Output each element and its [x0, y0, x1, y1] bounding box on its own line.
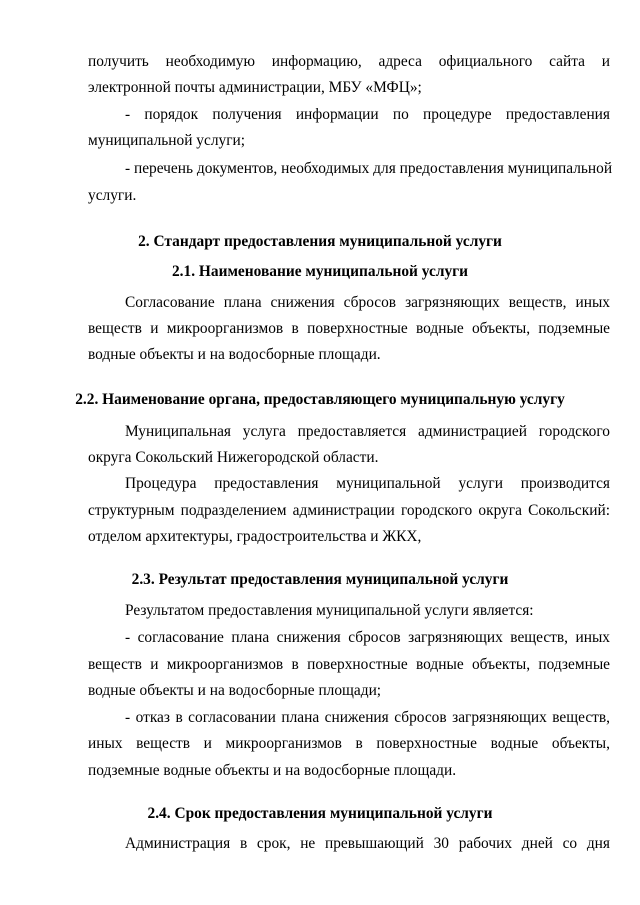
paragraph-line: Процедура предоставления муниципальной услуги производится — [125, 475, 610, 492]
paragraph-line: муниципальной услуги; — [88, 132, 246, 149]
subsection-heading: 2.2. Наименование органа, предоставляющего муниципальную услугу — [75, 391, 565, 408]
subsection-heading: 2.4. Срок предоставления муниципальной услуги — [147, 805, 493, 822]
paragraph-line: Муниципальная услуга предоставляется администрацией городского — [125, 423, 610, 440]
paragraph-line: веществ и микроорганизмов в поверхностные водные объекты, подземные — [88, 320, 610, 337]
paragraph-line: Администрация в срок, не превышающий 30 рабочих дней со дня — [125, 835, 610, 852]
paragraph-line: водные объекты и на водосборные площади; — [88, 682, 382, 699]
paragraph-line: округа Сокольский Нижегородской области. — [88, 449, 379, 466]
paragraph-line: Результатом предоставления муниципальной услуги является: — [125, 602, 534, 619]
paragraph-line: иных веществ и микроорганизмов в поверхностные водные объекты, — [88, 735, 610, 752]
paragraph-line: электронной почты администрации, МБУ «МФЦ»; — [88, 79, 422, 96]
paragraph-line: отделом архитектуры, градостроительства и ЖКХ, — [88, 528, 422, 545]
paragraph-line: - отказ в согласовании плана снижения сбросов загрязняющих веществ, — [125, 709, 610, 726]
paragraph-line: - согласование плана снижения сбросов загрязняющих веществ, иных — [125, 629, 610, 646]
paragraph-line: получить необходимую информацию, адреса официального сайта и — [88, 53, 610, 70]
paragraph-line: услуги. — [88, 187, 137, 204]
section-heading: 2. Стандарт предоставления муниципальной услуги — [138, 233, 502, 250]
paragraph-line: подземные водные объекты и на водосборные площади. — [88, 762, 457, 779]
subsection-heading: 2.3. Результат предоставления муниципальной услуги — [131, 571, 509, 588]
paragraph-line: - порядок получения информации по процедуре предоставления — [125, 106, 610, 123]
paragraph-line: структурным подразделением администрации городского округа Сокольский: — [88, 502, 610, 519]
subsection-heading: 2.1. Наименование муниципальной услуги — [171, 263, 469, 280]
paragraph-line: Согласование плана снижения сбросов загрязняющих веществ, иных — [125, 294, 610, 311]
paragraph-line: веществ и микроорганизмов в поверхностные водные объекты, подземные — [88, 656, 610, 673]
paragraph-line: - перечень документов, необходимых для предоставления муниципальной — [125, 160, 613, 177]
paragraph-line: водные объекты и на водосборные площади. — [88, 346, 381, 363]
